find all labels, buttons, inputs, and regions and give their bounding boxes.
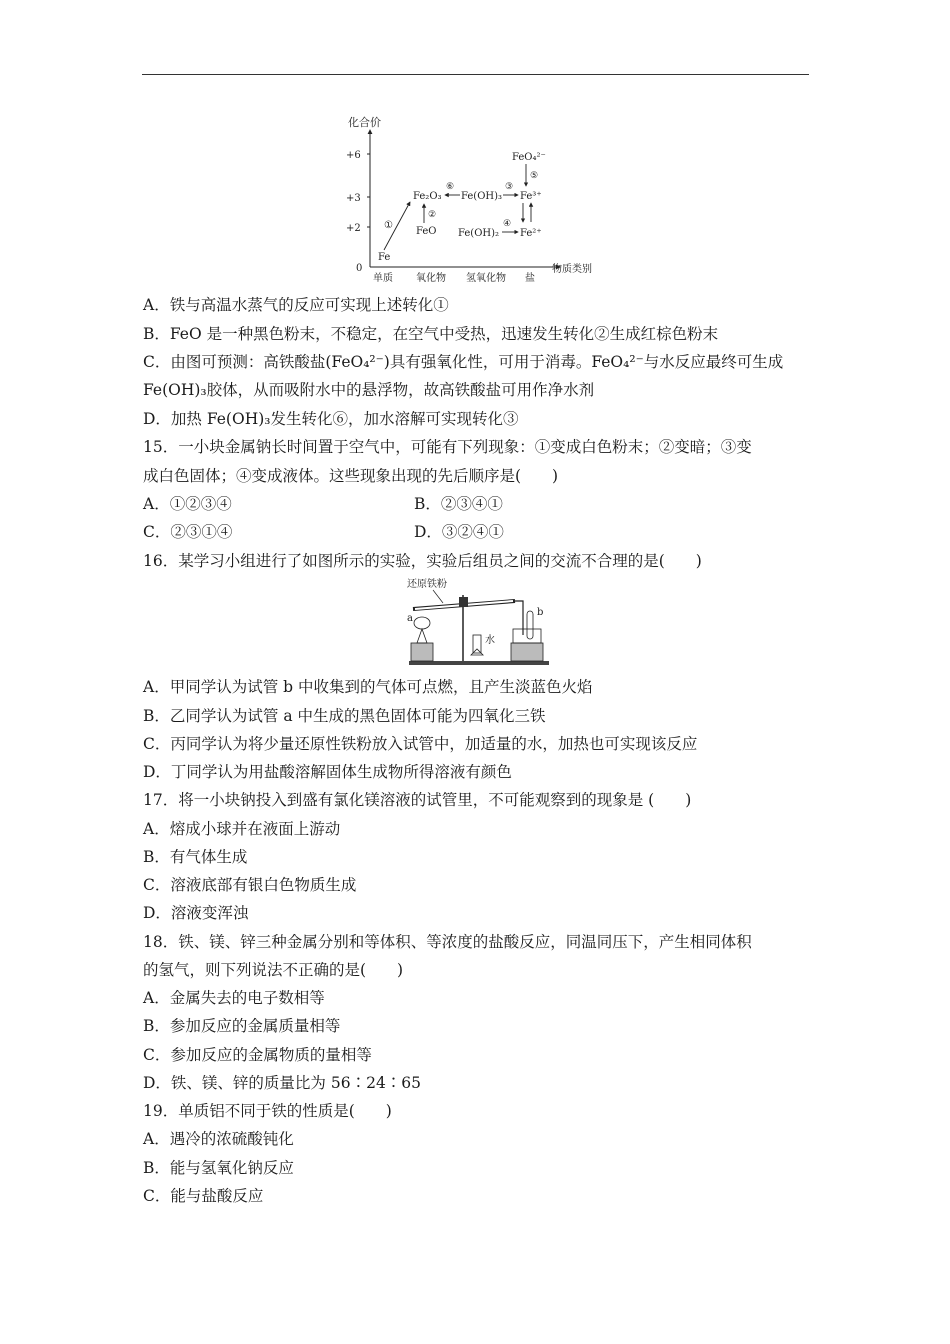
option-c: C．②③①④ <box>143 523 233 541</box>
category-label: 氧化物 <box>416 273 446 284</box>
question-16: 16．某学习小组进行了如图所示的实验，实验后组员之间的交流不合理的是( ) <box>143 552 702 570</box>
clamp <box>459 597 468 607</box>
label-b: b <box>537 607 544 618</box>
flask-a <box>414 617 430 629</box>
iron-valence-diagram <box>340 110 620 290</box>
text-line: C．丙同学认为将少量还原性铁粉放入试管中，加适量的水，加热也可实现该反应 <box>143 735 698 753</box>
label-water: 水 <box>485 635 495 646</box>
text-line: B．参加反应的金属质量相等 <box>143 1017 341 1035</box>
text-line: B．FeO 是一种黑色粉末，不稳定，在空气中受热，迅速发生转化②生成红棕色粉末 <box>143 325 719 343</box>
text-line: B．有气体生成 <box>143 848 248 866</box>
arrow-label: ③ <box>505 182 514 192</box>
species-feoh2: Fe(OH)₂ <box>458 228 500 239</box>
bench <box>409 661 549 665</box>
text-line: 成白色固体；④变成液体。这些现象出现的先后顺序是( ) <box>143 467 559 485</box>
question-18: 18．铁、镁、锌三种金属分别和等体积、等浓度的盐酸反应，同温同压下，产生相同体积 <box>143 933 752 951</box>
text-line: D．丁同学认为用盐酸溶解固体生成物所得溶液有颜色 <box>143 763 512 781</box>
species-fe2o3: Fe₂O₃ <box>413 191 442 202</box>
y-axis-title: 化合价 <box>348 116 381 129</box>
text-line: A．铁与高温水蒸气的反应可实现上述转化① <box>143 296 449 314</box>
category-label: 盐 <box>525 273 535 284</box>
text-line: Fe(OH)₃胶体，从而吸附水中的悬浮物，故高铁酸盐可用作净水剂 <box>143 381 595 399</box>
species-feo: FeO <box>416 226 437 237</box>
delivery-tube <box>515 601 523 635</box>
option-b: B．②③④① <box>414 495 503 513</box>
text-line: C．参加反应的金属物质的量相等 <box>143 1046 372 1064</box>
tick-label: +2 <box>346 223 361 234</box>
left-block <box>411 643 433 661</box>
text-line: A．熔成小球并在液面上游动 <box>143 820 341 838</box>
text-line: D．溶液变浑浊 <box>143 904 249 922</box>
question-17: 17．将一小块钠投入到盛有氯化镁溶液的试管里，不可能观察到的现象是 ( ) <box>143 791 692 809</box>
option-d: D．③②④① <box>414 523 504 541</box>
question-19: 19．单质铝不同于铁的性质是( ) <box>143 1102 392 1120</box>
water-flask <box>473 635 481 653</box>
option-a: A．①②③④ <box>143 495 232 513</box>
tick-label: +3 <box>346 193 361 204</box>
text-line: A．遇冷的浓硫酸钝化 <box>143 1130 294 1148</box>
arrow-label: ⑥ <box>446 182 455 192</box>
tick-label: +6 <box>346 150 361 161</box>
text-line: 的氢气，则下列说法不正确的是( ) <box>143 961 404 979</box>
text-line: C．能与盐酸反应 <box>143 1187 264 1205</box>
species-feoh3: Fe(OH)₃ <box>461 191 503 202</box>
species-fe: Fe <box>378 252 391 263</box>
text-line: C．由图可预测：高铁酸盐(FeO₄²⁻)具有强氧化性，可用于消毒。FeO₄²⁻与水反应最终可生成 <box>143 353 784 371</box>
arrow-label: ④ <box>503 219 512 229</box>
x-axis-title: 物质类别 <box>552 264 592 275</box>
apparatus-diagram <box>405 575 555 670</box>
text-line: C．溶液底部有银白色物质生成 <box>143 876 357 894</box>
arrow-label: ⑤ <box>530 171 539 181</box>
question-15: 15．一小块金属钠长时间置于空气中，可能有下列现象：①变成白色粉末；②变暗；③变 <box>143 438 752 456</box>
category-label: 氢氧化物 <box>466 273 506 284</box>
left-burner <box>417 629 427 643</box>
tube-b <box>527 611 533 639</box>
label-iron-powder: 还原铁粉 <box>407 579 447 590</box>
label-a: a <box>407 613 413 624</box>
right-block <box>511 643 543 661</box>
tick-label: 0 <box>356 263 363 274</box>
text-line: A．金属失去的电子数相等 <box>143 989 325 1007</box>
text-line: B．能与氢氧化钠反应 <box>143 1159 294 1177</box>
species-fe3: Fe³⁺ <box>520 191 542 202</box>
arrow-label: ① <box>384 220 393 231</box>
text-line: D．铁、镁、锌的质量比为 56∶24∶65 <box>143 1074 422 1092</box>
text-line: D．加热 Fe(OH)₃发生转化⑥，加水溶解可实现转化③ <box>143 410 519 428</box>
arrow-label: ② <box>428 210 437 220</box>
text-line: B．乙同学认为试管 a 中生成的黑色固体可能为四氧化三铁 <box>143 707 546 725</box>
species-fe2: Fe²⁺ <box>520 228 542 239</box>
text-line: A．甲同学认为试管 b 中收集到的气体可点燃，且产生淡蓝色火焰 <box>143 678 593 696</box>
header-rule <box>142 74 809 75</box>
species-feo4: FeO₄²⁻ <box>512 152 546 163</box>
category-label: 单质 <box>373 273 393 284</box>
